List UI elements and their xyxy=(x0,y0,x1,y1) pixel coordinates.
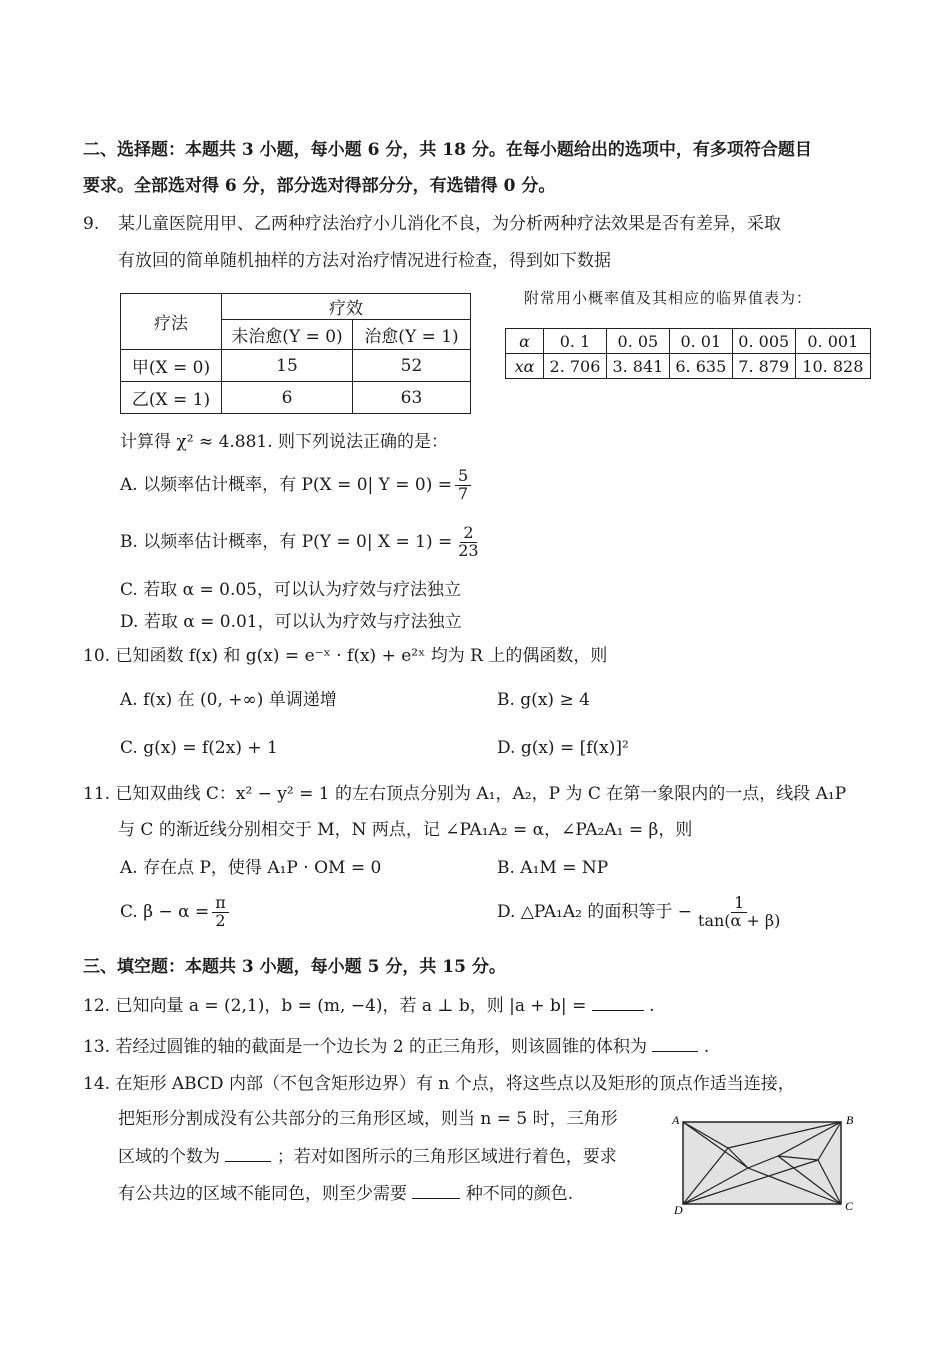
table-row xyxy=(121,350,471,382)
q11-option-d-text: D. △PA₁A₂ 的面积等于 − xyxy=(497,902,693,923)
fraction-denominator: 23 xyxy=(458,540,479,560)
section3-title: 三、填空题：本题共 3 小题，每小题 5 分，共 15 分。 xyxy=(83,957,506,977)
answer-blank xyxy=(412,1198,460,1199)
q9-option-b xyxy=(120,525,482,560)
cell-uncured: 6 xyxy=(222,382,353,414)
q12 xyxy=(83,996,655,1016)
alpha-value: 0. 001 xyxy=(795,329,870,354)
cell-cured: 63 xyxy=(353,382,471,414)
q14-line3-end: ；若对如图所示的三角形区域进行着色，要求 xyxy=(276,1147,617,1167)
q10-stem: 10. 已知函数 f(x) 和 g(x) = e⁻ˣ · f(x) + e²ˣ 均为 R 上的偶函数，则 xyxy=(83,646,608,666)
row-label: 乙(X = 1) xyxy=(121,382,222,414)
q10-option-d: D. g(x) = [f(x)]² xyxy=(497,738,629,758)
critical-value: 7. 879 xyxy=(732,354,795,379)
fraction-numerator: 2 xyxy=(460,525,476,543)
q11-option-d-fraction xyxy=(695,895,783,930)
q9-stem-line1: 某儿童医院用甲、乙两种疗法治疗小儿消化不良，为分析两种疗法效果是否有差异，采取 xyxy=(118,214,781,234)
fraction-numerator: 1 xyxy=(731,895,747,913)
q13 xyxy=(83,1037,709,1057)
q10-option-c: C. g(x) = f(2x) + 1 xyxy=(120,738,278,758)
alpha-value: 0. 05 xyxy=(606,329,669,354)
q9-stem-line2: 有放回的简单随机抽样的方法对治疗情况进行检查，得到如下数据 xyxy=(118,251,611,271)
q9-option-a-fraction xyxy=(455,468,471,503)
answer-blank xyxy=(592,1010,644,1011)
q9-option-d: D. 若取 α = 0.01，可以认为疗效与疗法独立 xyxy=(120,612,462,632)
label-b: B xyxy=(846,1113,854,1127)
q12-text: 12. 已知向量 a = (2,1)，b = (m, −4)，若 a ⊥ b，则 |a + b| = xyxy=(83,996,587,1016)
section2-title-line2: 要求。全部选对得 6 分，部分选对得部分分，有选错得 0 分。 xyxy=(83,176,556,196)
answer-blank xyxy=(225,1161,271,1162)
fraction-numerator: 5 xyxy=(455,468,471,486)
q14-stem-line2: 把矩形分割成没有公共部分的三角形区域，则当 n = 5 时，三角形 xyxy=(118,1109,618,1129)
q14-line4-end: 种不同的颜色. xyxy=(465,1184,574,1204)
q14-line4-start: 有公共边的区域不能同色，则至少需要 xyxy=(118,1184,407,1204)
critical-value: 6. 635 xyxy=(669,354,732,379)
q11-option-b: B. A₁M = NP xyxy=(497,858,609,878)
q9-option-b-fraction xyxy=(455,525,481,560)
q9-option-a-text: A. 以频率估计概率，有 P(X = 0| Y = 0) = xyxy=(120,475,453,496)
q9-option-b-text: B. 以频率估计概率，有 P(Y = 0| X = 1) = xyxy=(120,532,453,553)
q11-option-d xyxy=(497,895,783,930)
q14-stem-line1: 14. 在矩形 ABCD 内部（不包含矩形边界）有 n 个点，将这些点以及矩形的顶点作适当连接， xyxy=(83,1074,795,1094)
critical-value: 3. 841 xyxy=(606,354,669,379)
q9-number: 9. xyxy=(83,214,100,234)
alpha-value: 0. 005 xyxy=(732,329,795,354)
th-method: 疗法 xyxy=(121,294,222,350)
critical-table-caption: 附常用小概率值及其相应的临界值表为： xyxy=(524,289,813,307)
cell-cured: 52 xyxy=(353,350,471,382)
cell-uncured: 15 xyxy=(222,350,353,382)
critical-value-table xyxy=(505,328,871,379)
row-label: 甲(X = 0) xyxy=(121,350,222,382)
q11-option-a: A. 存在点 P，使得 A₁P · OM = 0 xyxy=(120,858,382,878)
fraction-numerator: π xyxy=(212,895,229,913)
q11-option-c xyxy=(120,895,229,930)
q13-text: 13. 若经过圆锥的轴的截面是一个边长为 2 的正三角形，则该圆锥的体积为 xyxy=(83,1037,648,1057)
q9-option-c: C. 若取 α = 0.05，可以认为疗效与疗法独立 xyxy=(120,580,461,600)
alpha-header: α xyxy=(506,329,544,354)
q14-stem-line3 xyxy=(118,1147,617,1167)
alpha-value: 0. 01 xyxy=(669,329,732,354)
label-c: C xyxy=(845,1199,854,1213)
alpha-value: 0. 1 xyxy=(544,329,607,354)
section2-title-line1: 二、选择题：本题共 3 小题，每小题 6 分，共 18 分。在每小题给出的选项中，有多项符合题目 xyxy=(83,140,812,160)
q9-calc: 计算得 χ² ≈ 4.881. 则下列说法正确的是： xyxy=(120,432,449,452)
th-uncured: 未治愈(Y = 0) xyxy=(222,320,353,350)
q13-end: . xyxy=(703,1037,710,1057)
label-a: A xyxy=(672,1113,680,1127)
q10-option-a: A. f(x) 在 (0, +∞) 单调递增 xyxy=(120,690,337,710)
fraction-denominator: 2 xyxy=(215,910,226,930)
q11-stem-line2: 与 C 的渐近线分别相交于 M，N 两点，记 ∠PA₁A₂ = α，∠PA₂A₁ = β，则 xyxy=(118,820,693,840)
q11-option-c-fraction xyxy=(212,895,229,930)
table-row xyxy=(506,329,871,354)
label-d: D xyxy=(674,1203,683,1217)
q14-stem-line4 xyxy=(118,1184,573,1204)
q14-line3-start: 区域的个数为 xyxy=(118,1147,220,1167)
q12-end: . xyxy=(649,996,655,1016)
q9-option-a xyxy=(120,468,471,503)
th-effect: 疗效 xyxy=(222,294,471,320)
table-row xyxy=(121,382,471,414)
q9-data-table xyxy=(120,293,471,414)
critical-value: 2. 706 xyxy=(544,354,607,379)
q11-stem-line1: 11. 已知双曲线 C：x² − y² = 1 的左右顶点分别为 A₁，A₂，P 为 C 在第一象限内的一点，线段 A₁P xyxy=(83,784,847,804)
q10-option-b: B. g(x) ≥ 4 xyxy=(497,690,590,710)
answer-blank xyxy=(652,1051,698,1052)
fraction-denominator: 7 xyxy=(458,483,469,503)
th-cured: 治愈(Y = 1) xyxy=(353,320,471,350)
q11-option-c-text: C. β − α = xyxy=(120,902,210,923)
table-row xyxy=(506,354,871,379)
x-alpha-header: xα xyxy=(506,354,544,379)
q14-rectangle-figure xyxy=(668,1110,863,1218)
critical-value: 10. 828 xyxy=(795,354,870,379)
fraction-denominator: tan(α + β) xyxy=(698,910,781,930)
